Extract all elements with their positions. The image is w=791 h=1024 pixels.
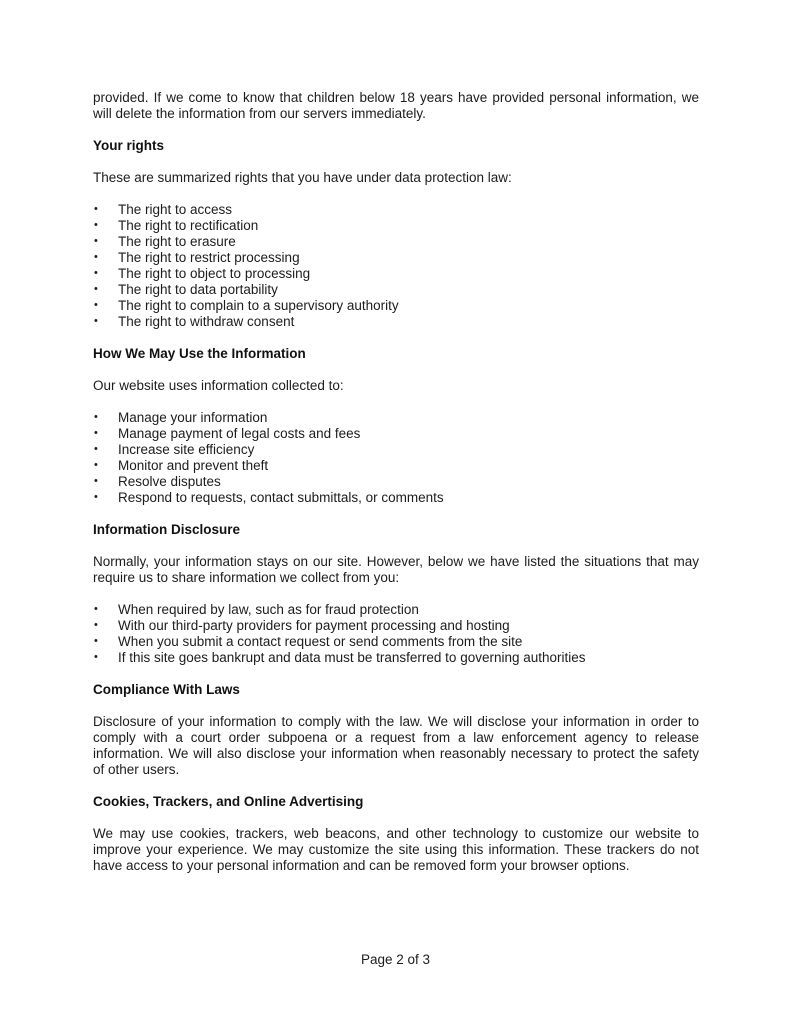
list-item: • When you submit a contact request or send comments from the site [93,634,699,650]
cookies-paragraph: We may use cookies, trackers, web beacons, and other technology to customize our website to improve your experience. We may customize the site using this information. These trackers do not have access to your personal information and can be removed form your browser options. [93,826,699,873]
heading-cookies-trackers: Cookies, Trackers, and Online Advertising [93,794,364,809]
list-item: • Manage payment of legal costs and fees [93,426,699,442]
how-we-may-use-intro: Our website uses information collected to: [93,378,344,393]
list-item: • The right to rectification [93,218,699,234]
list-item: • Resolve disputes [93,474,699,490]
list-item: • With our third-party providers for payment processing and hosting [93,618,699,634]
list-item: • Manage your information [93,410,699,426]
list-item: • The right to data portability [93,282,699,298]
list-item: • Respond to requests, contact submittals, or comments [93,490,699,506]
how-we-may-use-list [93,410,699,506]
heading-information-disclosure: Information Disclosure [93,522,241,537]
list-item: • The right to complain to a supervisory authority [93,298,699,314]
your-rights-list [93,202,699,330]
list-item: • Monitor and prevent theft [93,458,699,474]
heading-your-rights: Your rights [93,138,165,153]
list-item: • The right to access [93,202,699,218]
list-item: • The right to withdraw consent [93,314,699,330]
heading-compliance-with-laws: Compliance With Laws [93,682,240,697]
list-item: • If this site goes bankrupt and data must be transferred to governing authorities [93,650,699,666]
compliance-paragraph: Disclosure of your information to comply with the law. We will disclose your information in order to comply with a court order subpoena or a request from a law enforcement agency to release information. We will also disclose your information when reasonably necessary to protect the safety of other users. [93,714,699,777]
page-number: Page 2 of 3 [360,952,431,967]
list-item: • Increase site efficiency [93,442,699,458]
list-item: • The right to erasure [93,234,699,250]
intro-paragraph: provided. If we come to know that children below 18 years have provided personal information, we will delete the information from our servers immediately. [93,90,699,121]
list-item: • When required by law, such as for fraud protection [93,602,699,618]
information-disclosure-intro: Normally, your information stays on our site. However, below we have listed the situations that may require us to share information we collect from you: [93,554,699,585]
heading-how-we-may-use: How We May Use the Information [93,346,306,361]
document-page [93,90,699,890]
your-rights-intro: These are summarized rights that you have under data protection law: [93,170,512,185]
list-item: • The right to object to processing [93,266,699,282]
information-disclosure-list [93,602,699,666]
list-item: • The right to restrict processing [93,250,699,266]
